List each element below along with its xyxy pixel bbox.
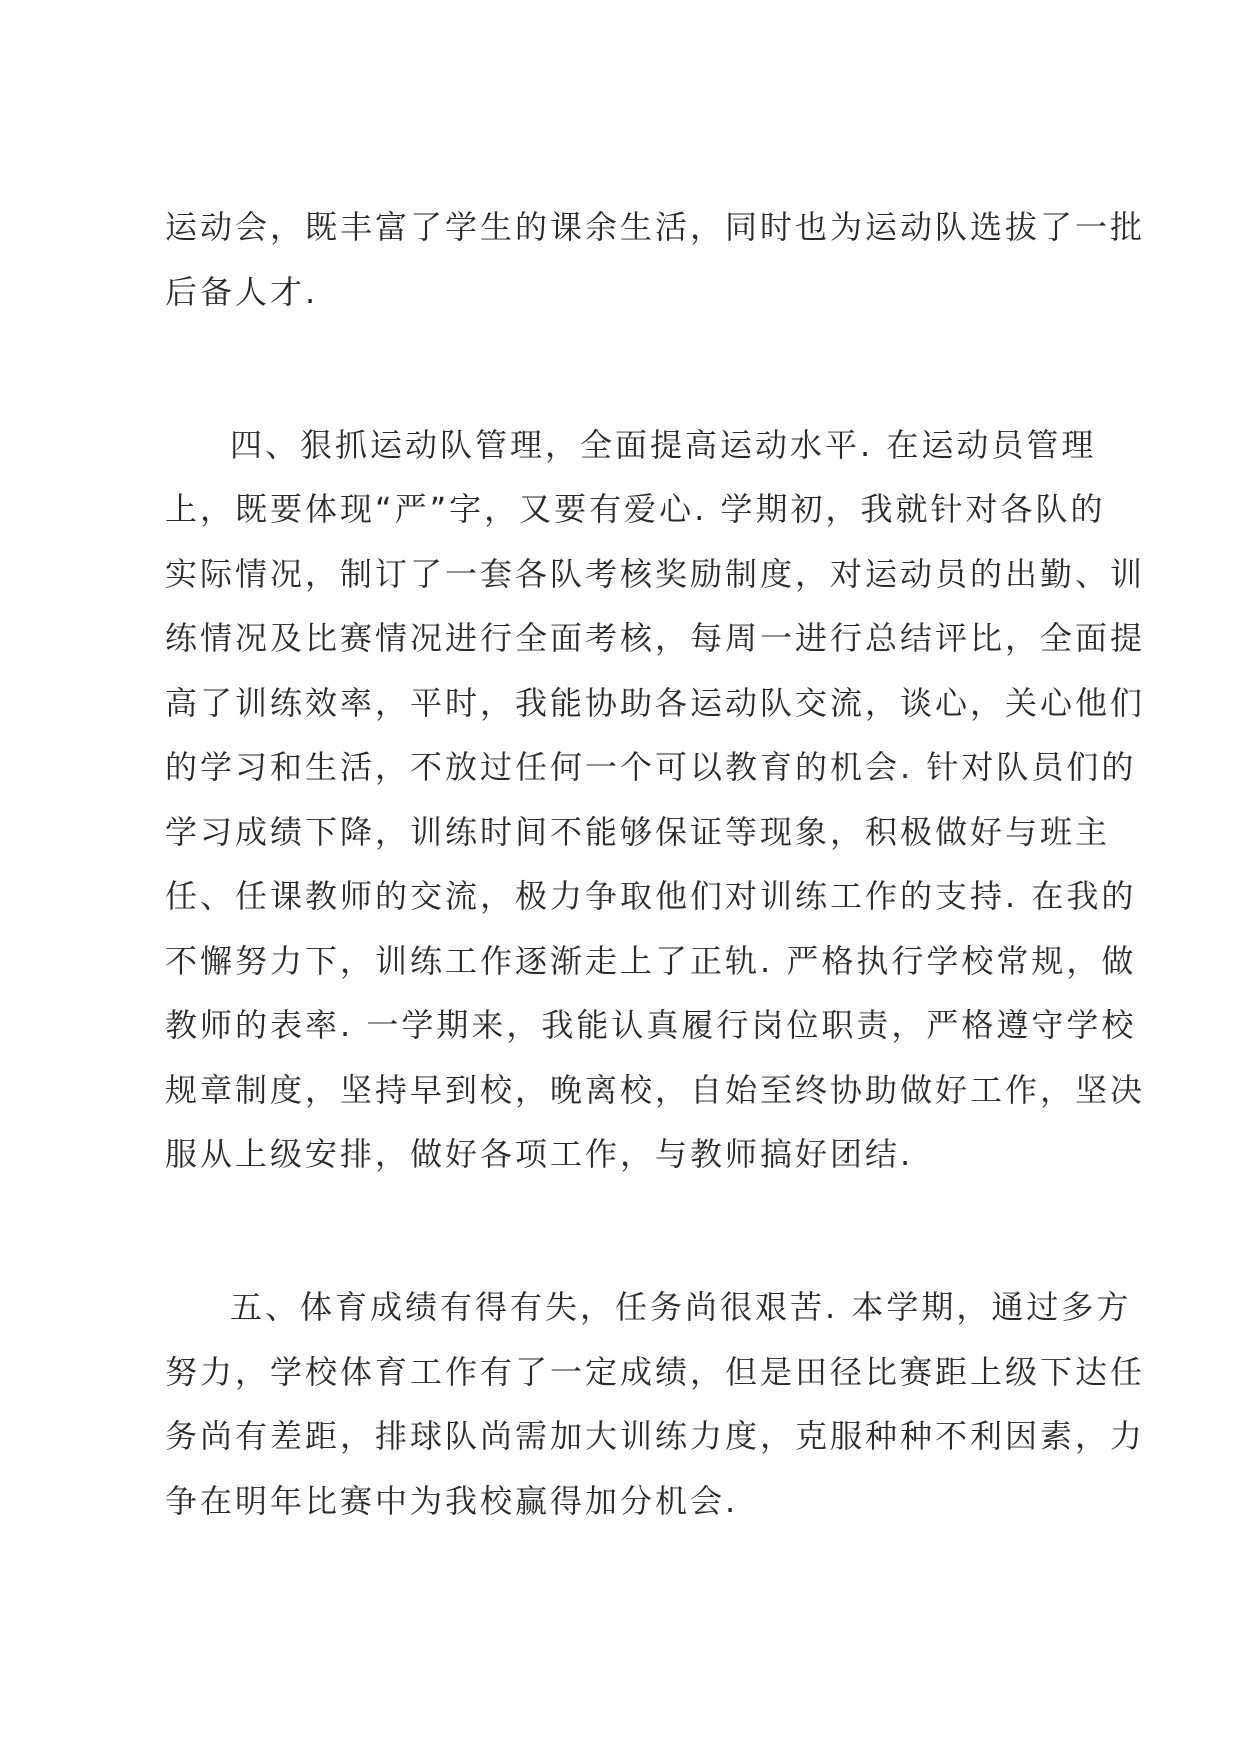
paragraph-line: 学习成绩下降，训练时间不能够保证等现象，积极做好与班主 bbox=[165, 813, 1111, 851]
paragraph-line: 的学习和生活，不放过任何一个可以教育的机会. 针对队员们的 bbox=[165, 748, 1137, 786]
paragraph-line: 运动会，既丰富了学生的课余生活，同时也为运动队选拔了一批 bbox=[165, 208, 1146, 246]
paragraph-line: 努力，学校体育工作有了一定成绩，但是田径比赛距上级下达任 bbox=[165, 1353, 1146, 1391]
paragraph-line: 四、狠抓运动队管理，全面提高运动水平. 在运动员管理 bbox=[230, 426, 1097, 464]
paragraph-line: 务尚有差距，排球队尚需加大训练力度，克服种种不利因素，力 bbox=[165, 1417, 1146, 1455]
paragraph-line: 实际情况，制订了一套各队考核奖励制度，对运动员的出勤、训 bbox=[165, 555, 1146, 593]
paragraph-line: 教师的表率. 一学期来，我能认真履行岗位职责，严格遵守学校 bbox=[165, 1006, 1137, 1044]
paragraph-line: 高了训练效率，平时，我能协助各运动队交流，谈心，关心他们 bbox=[165, 684, 1146, 722]
paragraph-line: 争在明年比赛中为我校赢得加分机会. bbox=[165, 1482, 739, 1520]
paragraph-line: 不懈努力下，训练工作逐渐走上了正轨. 严格执行学校常规，做 bbox=[165, 942, 1137, 980]
paragraph-line: 任、任课教师的交流，极力争取他们对训练工作的支持. 在我的 bbox=[165, 877, 1137, 915]
paragraph-line: 五、体育成绩有得有失，任务尚很艰苦. 本学期，通过多方 bbox=[230, 1288, 1132, 1326]
paragraph-line: 服从上级安排，做好各项工作，与教师搞好团结. bbox=[165, 1135, 914, 1173]
paragraph-line: 练情况及比赛情况进行全面考核，每周一进行总结评比，全面提 bbox=[165, 619, 1146, 657]
paragraph-line: 规章制度，坚持早到校，晚离校，自始至终协助做好工作，坚决 bbox=[165, 1071, 1146, 1109]
paragraph-line: 后备人才. bbox=[165, 273, 319, 311]
paragraph-line: 上，既要体现“严”字，又要有爱心. 学期初，我就针对各队的 bbox=[165, 490, 1106, 528]
